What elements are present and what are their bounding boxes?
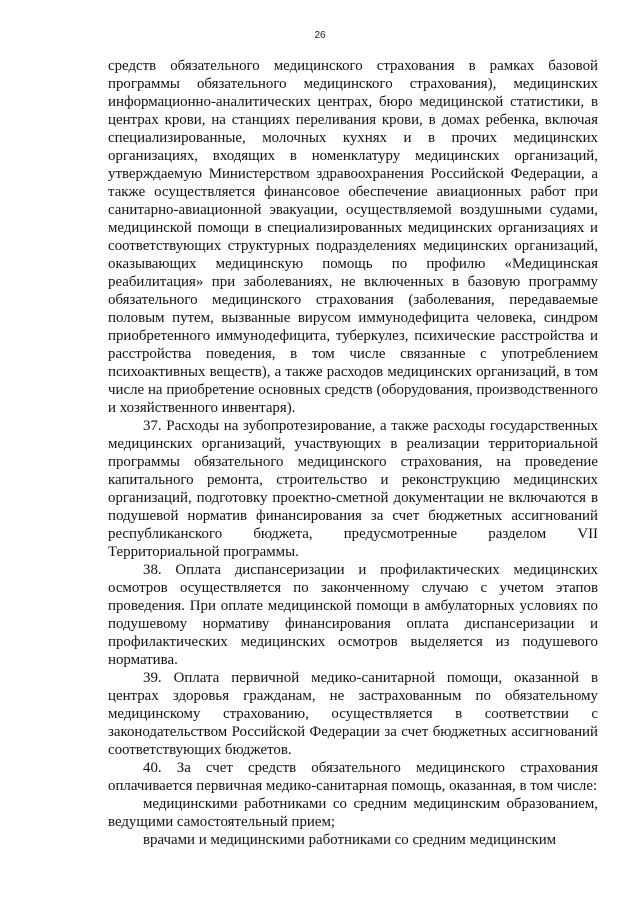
page-number: 26 xyxy=(314,30,326,41)
paragraph-37: 37. Расходы на зубопротезирование, а также расходы государственных медицинских организаций, участвующих в реализации территориальной программы обязательного медицинского страхования, на проведение капитального ремонта, строительство и реконструкцию медицинских организаций, подготовку проектно-сметной документации не включаются в подушевой норматив финансирования за счет бюджетных ассигнований республиканского бюджета, предусмотренные разделом VII Территориальной программы. xyxy=(108,418,598,560)
paragraph-38: 38. Оплата диспансеризации и профилактических медицинских осмотров осуществляется по законченному случаю с учетом этапов проведения. При оплате медицинской помощи в амбулаторных условиях по подушевому нормативу финансирования оплата диспансеризации и профилактических медицинских осмотров выделяется из подушевого норматива. xyxy=(108,562,598,668)
document-body xyxy=(108,57,598,849)
paragraph-40-item-2: врачами и медицинскими работниками со средним медицинским xyxy=(143,832,557,848)
paragraph-40: 40. За счет средств обязательного медицинского страхования оплачивается первичная медико-санитарная помощь, оказанная, в том числе: xyxy=(108,760,598,794)
paragraph-39: 39. Оплата первичной медико-санитарной помощи, оказанной в центрах здоровья гражданам, не застрахованным по обязательному медицинскому страхованию, осуществляется в соответствии с законодательством Российской Федерации за счет бюджетных ассигнований соответствующих бюджетов. xyxy=(108,670,598,758)
paragraph-continuation: средств обязательного медицинского страхования в рамках базовой программы обязательного медицинского страхования), медицинских информационно-аналитических центрах, бюро медицинской статистики, в центрах крови, на станциях переливания крови, в домах ребенка, включая специализированные, молочных кухнях и в прочих медицинских организациях, входящих в номенклатуру медицинских организаций, утверждаемую Министерством здравоохранения Российской Федерации, а также осуществляется финансовое обеспечение авиационных работ при санитарно-авиационной эвакуации, осуществляемой воздушными судами, медицинской помощи в специализированных медицинских организациях и соответствующих структурных подразделениях медицинских организаций, оказывающих медицинскую помощь по профилю «Медицинская реабилитация» при заболеваниях, не включенных в базовую программу обязательного медицинского страхования (заболевания, передаваемые половым путем, вызванные вирусом иммунодефицита человека, синдром приобретенного иммунодефицита, туберкулез, психические расстройства и расстройства поведения, в том числе связанные с употреблением психоактивных веществ), а также расходов медицинских организаций, в том числе на приобретение основных средств (оборудования, производственного и хозяйственного инвентаря). xyxy=(108,58,598,416)
paragraph-40-item-1: медицинскими работниками со средним медицинским образованием, ведущими самостоятельный прием; xyxy=(108,796,598,830)
